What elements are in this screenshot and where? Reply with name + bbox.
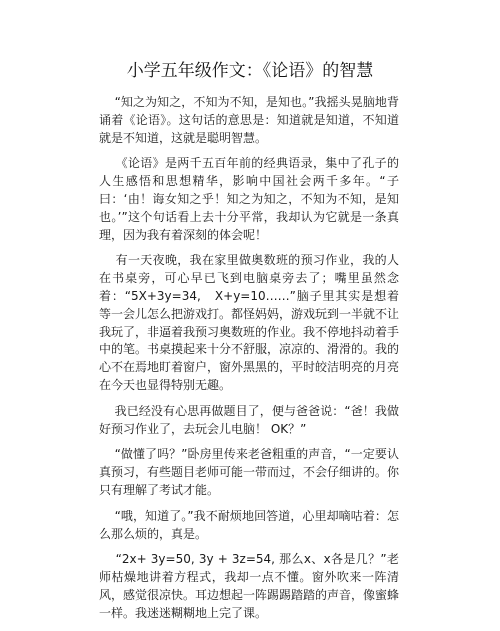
paragraph: “知之为知之，不知为不知，是知也。”我摇头晃脑地背诵着《论语》。这句话的意思是：知道就是知道，不知道就是不知道，这就是聪明智慧。 <box>99 95 399 145</box>
paragraph: “2x+ 3y=50, 3y + 3z=54, 那么x、x各是几？”老师枯燥地讲着方程式，我却一点不懂。窗外吹来一阵清风，感觉很凉快。耳边想起一阵踢踢踏踏的声音，像蜜蜂一样。我迷迷糊糊地上完了课。 <box>99 552 400 620</box>
document-body <box>99 94 399 631</box>
paragraph: 有一天夜晚，我在家里做奥数班的预习作业，我的人在书桌旁，可心早已飞到电脑桌旁去了；嘴里虽然念着：“5X+3y=34, X+y=10……”脑子里其实是想着等一会儿怎么把游戏打。都怪妈妈，游戏玩到一半就不让我玩了，非逼着我预习奥数班的作业。我不停地抖动着手中的笔。书桌摸起来十分不舒服，凉凉的、滑滑的。我的心不在焉地盯着窗户，窗外黑黑的，平时皎洁明亮的月亮在今天也显得特别无趣。 <box>99 253 400 392</box>
paragraph: 我已经没有心思再做题目了，便与爸爸说：“爸！我做好预习作业了，去玩会儿电脑！ OK？” <box>99 403 399 436</box>
paragraph: 《论语》是两千五百年前的经典语录，集中了孔子的人生感悟和思想精华，影响中国社会两千多年。“子曰：‘由！诲女知之乎！知之为知之，不知为不知，是知也。’”这个句话看上去十分平常，我却认为它就是一条真理，因为我有着深刻的体会呢！ <box>99 156 399 242</box>
document-title: 小学五年级作文：《论语》的智慧 <box>126 61 374 81</box>
paragraph: “做懂了吗？”卧房里传来老爸粗重的声音，“一定要认真预习，有些题目老师可能一带而过，不会仔细讲的。你只有理解了考试才能。 <box>99 447 400 497</box>
paragraph: “哦，知道了。”我不耐烦地回答道，心里却嘀咕着：怎么那么烦的，真是。 <box>99 508 399 541</box>
